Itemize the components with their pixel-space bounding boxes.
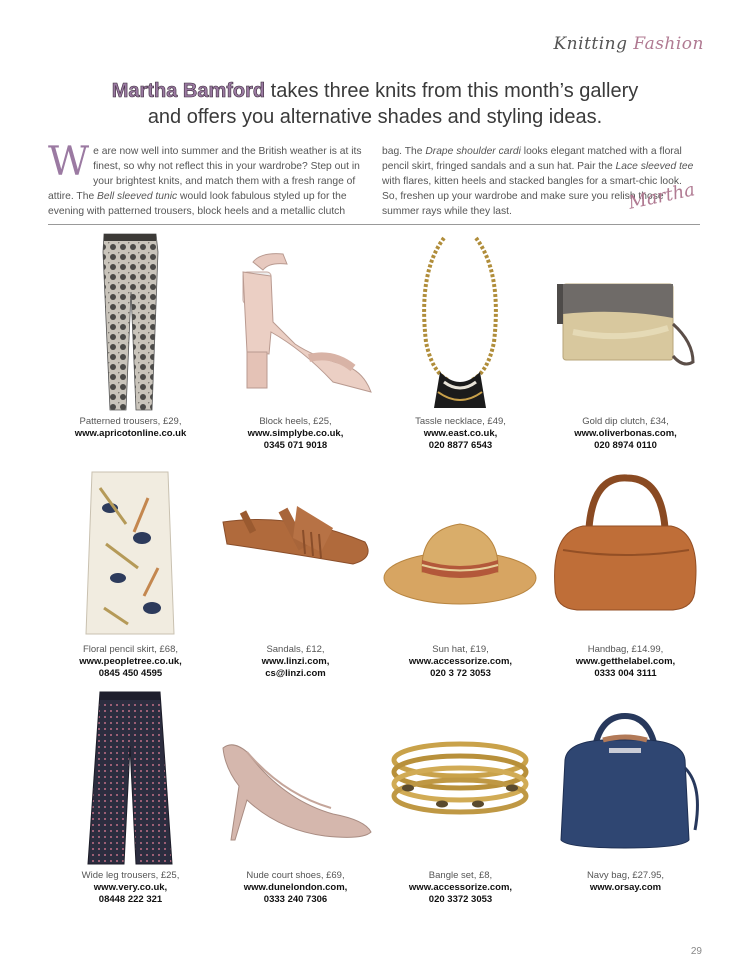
product-link[interactable]: www.apricotonline.co.uk (74, 428, 187, 439)
product-name: Handbag, £14.99, (587, 644, 664, 655)
product-mention: Lace sleeved tee (615, 161, 694, 172)
handbag-image (543, 468, 708, 640)
author-name: Martha Bamford (111, 80, 266, 102)
product-caption (378, 870, 543, 906)
product-phone: 020 3372 3053 (428, 894, 493, 905)
product-link[interactable]: www.very.co.uk, (93, 882, 168, 893)
tassle-necklace-image (378, 232, 543, 412)
section-tag-word2: Fashion (633, 34, 704, 54)
product-mention: Drape shoulder cardi (425, 146, 521, 157)
product-name: Floral pencil skirt, £68, (82, 644, 179, 655)
product-phone: 020 8974 0110 (594, 440, 657, 451)
product-link[interactable]: www.getthelabel.com, (575, 656, 676, 667)
product-name: Nude court shoes, £69, (246, 870, 345, 881)
product-link[interactable]: www.simplybe.co.uk, (247, 428, 344, 439)
product-caption (378, 644, 543, 680)
product-link[interactable]: www.peopletree.co.uk, (79, 656, 182, 667)
product-name: Sun hat, £19, (432, 644, 489, 655)
product-name: Patterned trousers, £29, (79, 416, 182, 427)
navy-bag-image (543, 690, 708, 866)
floral-skirt-image (48, 468, 213, 640)
product-link[interactable]: www.linzi.com, (261, 656, 330, 667)
drop-cap: W (48, 139, 90, 185)
nude-court-shoes-image (213, 690, 378, 866)
intro-column-1 (48, 139, 366, 219)
product-caption (213, 644, 378, 680)
product-link[interactable]: www.accessorize.com, (408, 882, 513, 893)
product-name: Gold dip clutch, £34, (582, 416, 669, 427)
product-link[interactable]: www.accessorize.com, (408, 656, 513, 667)
product-name: Wide leg trousers, £25, (81, 870, 180, 881)
product-phone: 020 8877 6543 (428, 440, 493, 451)
product-caption (48, 416, 213, 440)
product-link[interactable]: www.orsay.com (589, 882, 662, 893)
product-caption (48, 644, 213, 680)
gold-clutch-image (543, 232, 708, 412)
product-link[interactable]: www.dunelondon.com, (243, 882, 348, 893)
signature: Martha (626, 179, 697, 214)
product-name: Sandals, £12, (266, 644, 325, 655)
product-name: Tassle necklace, £49, (415, 416, 506, 427)
product-caption (543, 870, 708, 894)
product-phone: 0345 071 9018 (263, 440, 328, 451)
product-phone: 0845 450 4595 (98, 668, 163, 679)
product-link[interactable]: www.oliverbonas.com, (574, 428, 677, 439)
headline-line2: and offers you alternative shades and styling ideas. (147, 106, 603, 128)
product-phone: 08448 222 321 (98, 894, 163, 905)
product-mention: Bell sleeved tunic (97, 191, 178, 202)
product-caption (213, 416, 378, 452)
product-name: Block heels, £25, (259, 416, 332, 427)
headline-line1: takes three knits from this month’s gallery (265, 80, 639, 102)
product-phone: cs@linzi.com (265, 668, 326, 679)
intro-text-part: would look fabulous styled up for the evening with patterned trousers, block heels and a metallic clutch (48, 191, 347, 217)
wide-leg-trousers-image (48, 690, 213, 866)
patterned-trousers-image (48, 232, 213, 412)
section-tag (553, 34, 704, 54)
intro-text-part: bag. The (382, 146, 426, 157)
divider (48, 224, 700, 225)
product-caption (543, 644, 708, 680)
intro-text-part: with flares, kitten heels and stacked bangles for a smart-chic look. So, freshen up your wardrobe and make sure you relish those summer rays while they last. (382, 176, 682, 217)
product-caption (378, 416, 543, 452)
sandals-image (213, 468, 378, 640)
product-phone: 0333 240 7306 (263, 894, 328, 905)
bangle-set-image (378, 690, 543, 866)
intro-text-part: looks elegant matched with a floral pencil skirt, fringed sandals and a sun hat. Pair the (382, 146, 682, 172)
section-tag-word1: Knitting (553, 34, 628, 54)
product-name: Bangle set, £8, (428, 870, 493, 881)
page-number: 29 (690, 946, 702, 957)
block-heels-image (213, 232, 378, 412)
intro-text-part: e are now well into summer and the British weather is at its finest, so why not reflect this in your wardrobe? Step out in your brightest knits, and match them with a fresh range of attire. The (48, 146, 362, 202)
product-caption (48, 870, 213, 906)
product-name: Navy bag, £27.95, (586, 870, 665, 881)
product-caption (543, 416, 708, 452)
product-link[interactable]: www.east.co.uk, (423, 428, 498, 439)
product-phone: 0333 004 3111 (594, 668, 657, 679)
headline (60, 78, 690, 130)
sun-hat-image (378, 468, 543, 640)
product-caption (213, 870, 378, 906)
product-phone: 020 3 72 3053 (430, 668, 491, 679)
